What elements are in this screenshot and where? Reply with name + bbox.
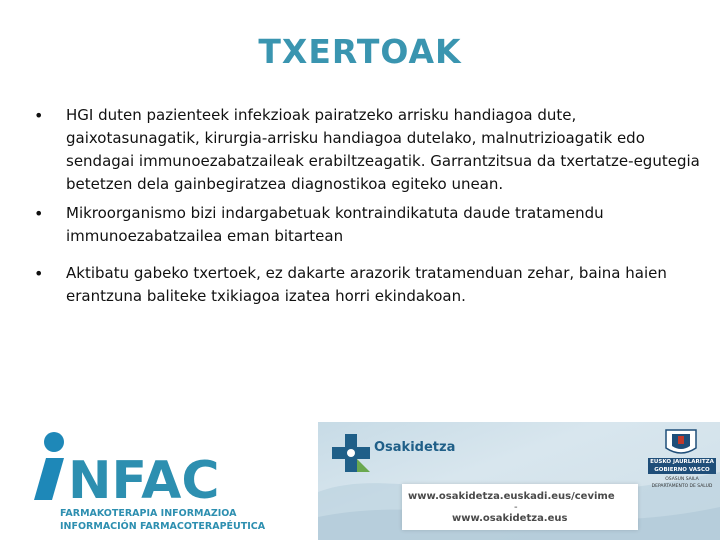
infac-logo-icon [28, 430, 298, 508]
bullet-item: • Mikroorganismo bizi indargabetuak kontraindikatuta daude tratamendu immunoezabatzailea eman bitartean [30, 202, 700, 248]
bullet-item: • HGI duten pazienteek infekzioak pairatzeko arrisku handiagoa dute, gaixotasunagatik, kirurgia-arrisku handiagoa dutelako, malnutrizioagatik edo sendagai immunoezabatzaileak erabiltzeagatik. Garrantzitsua da txertatze-egutegia betetzen dela gainbegiratzea diagnostikoa egiteko unean. [30, 104, 700, 196]
infac-logo [28, 430, 298, 535]
gobierno-vasco-label-eu: EUSKO JAURLARITZA [648, 458, 716, 466]
osakidetza-name: Osakidetza [374, 440, 456, 455]
gobierno-vasco-label-es: GOBIERNO VASCO [648, 466, 716, 474]
footer-banner [318, 422, 720, 540]
infac-subtitle-es: INFORMACIÓN FARMACOTERAPÉUTICA [60, 521, 266, 532]
cevime-url-link[interactable]: www.osakidetza.euskadi.eus/cevime [408, 491, 615, 502]
osakidetza-logo-icon [332, 434, 370, 472]
url-separator: - [514, 502, 518, 513]
url-box [402, 484, 638, 530]
osakidetza-url-link[interactable]: www.osakidetza.eus [452, 513, 568, 524]
bullet-list [30, 104, 700, 308]
slide-title: TXERTOAK [258, 32, 462, 71]
department-label-eu: OSASUN SAILA [665, 477, 699, 482]
bullet-item: • Aktibatu gabeko txertoek, ez dakarte arazorik tratamenduan zehar, baina haien erantzuna baliteke txikiagoa izatea horri ekindakoan. [30, 262, 700, 308]
gobierno-vasco-emblem-icon [660, 428, 702, 458]
infac-logo-text: NFAC [68, 451, 220, 508]
footer [0, 422, 720, 540]
department-label-es: DEPARTAMENTO DE SALUD [651, 484, 713, 489]
infac-subtitle-eu: FARMAKOTERAPIA INFORMAZIOA [60, 508, 237, 519]
